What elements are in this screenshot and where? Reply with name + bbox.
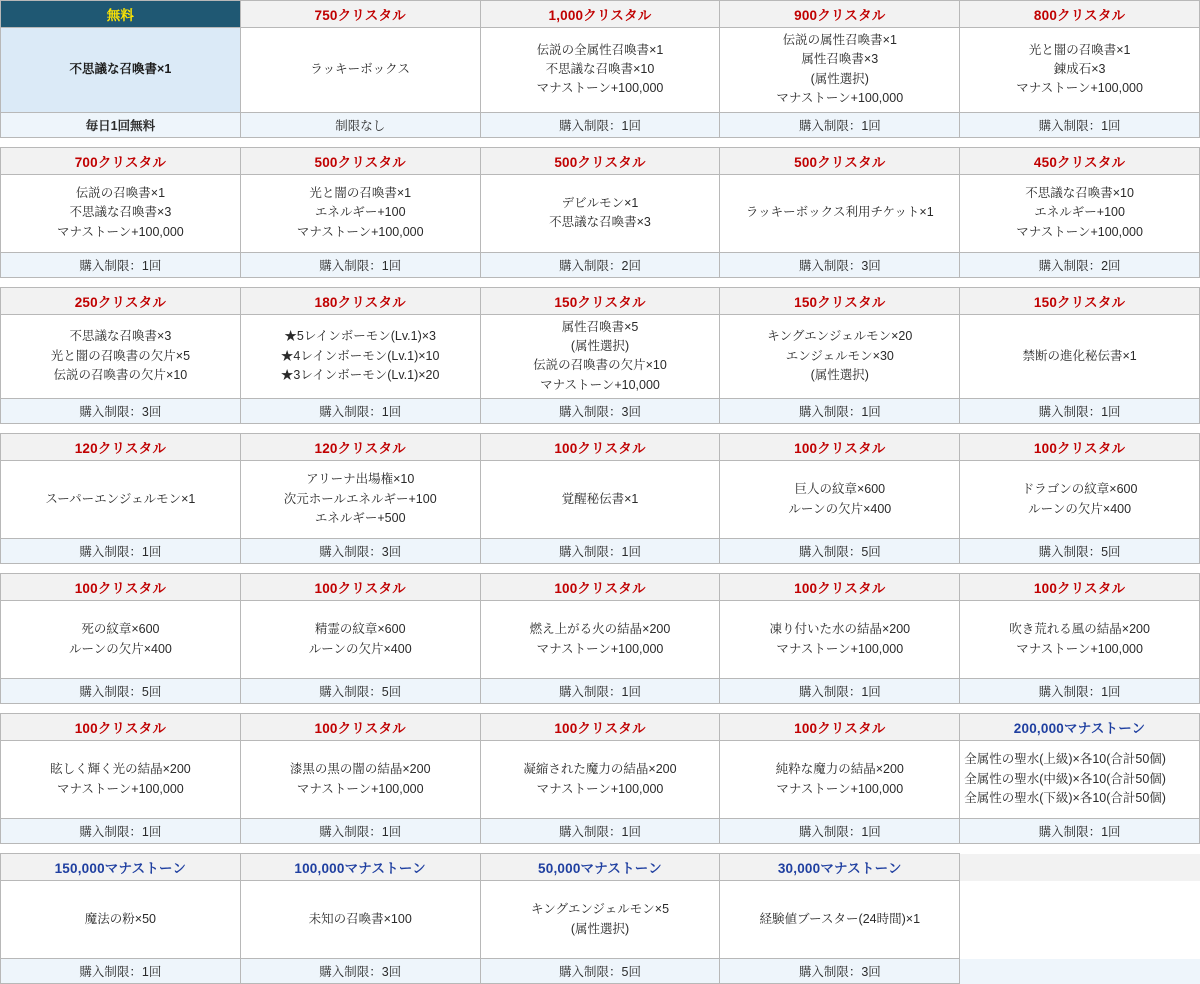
offer-lines bbox=[485, 620, 716, 659]
purchase-limit-label: 購入制限：5回 bbox=[480, 959, 720, 984]
offer-lines bbox=[245, 184, 476, 242]
empty-cell bbox=[960, 881, 1200, 959]
purchase-limit-label: 購入制限：1回 bbox=[1, 819, 241, 844]
offer-lines bbox=[724, 620, 955, 659]
offer-line: エンジェルモン×30 bbox=[785, 348, 894, 363]
offer-cell[interactable] bbox=[720, 741, 960, 819]
offer-line: 死の紋章×600 bbox=[81, 622, 160, 637]
offer-line: 伝説の召喚書の欠片×10 bbox=[533, 358, 667, 373]
purchase-limit-label: 購入制限：1回 bbox=[1, 539, 241, 564]
price-label[interactable]: 30,000マナストーン bbox=[720, 854, 960, 881]
offer-line: (属性選択) bbox=[570, 338, 630, 353]
offer-lines bbox=[485, 41, 716, 99]
offer-line: 伝説の全属性召喚書×1 bbox=[536, 42, 664, 57]
empty-cell bbox=[960, 959, 1200, 984]
price-label[interactable]: 450クリスタル bbox=[960, 147, 1200, 174]
offer-cell[interactable] bbox=[480, 461, 720, 539]
offer-cell[interactable] bbox=[240, 461, 480, 539]
purchase-limit-row bbox=[1, 112, 1200, 137]
offer-cell[interactable] bbox=[720, 174, 960, 252]
purchase-limit-label: 購入制限：2回 bbox=[480, 252, 720, 277]
offer-cell[interactable] bbox=[480, 314, 720, 399]
purchase-limit-label: 購入制限：3回 bbox=[720, 959, 960, 984]
offer-lines bbox=[485, 194, 716, 233]
offer-line: 錬成石×3 bbox=[1053, 62, 1106, 77]
offer-line: ルーンの欠片×400 bbox=[68, 641, 172, 656]
offer-lines bbox=[724, 760, 955, 799]
offer-line: マナストーン+10,000 bbox=[540, 377, 660, 392]
offer-cell[interactable] bbox=[240, 881, 480, 959]
offer-cell[interactable] bbox=[720, 28, 960, 113]
offer-line: エネルギー+500 bbox=[314, 511, 406, 526]
offer-line: 未知の召喚書×100 bbox=[308, 911, 412, 926]
purchase-limit-label: 購入制限：1回 bbox=[720, 679, 960, 704]
offer-lines bbox=[5, 910, 236, 929]
offer-line: マナストーン+100,000 bbox=[1016, 641, 1143, 656]
offer-lines bbox=[5, 327, 236, 385]
offer-cell[interactable] bbox=[720, 881, 960, 959]
offer-line: キングエンジェルモン×5 bbox=[530, 902, 670, 917]
purchase-limit-label: 購入制限：1回 bbox=[480, 819, 720, 844]
offer-line: マナストーン+100,000 bbox=[57, 224, 184, 239]
purchase-limit-label: 購入制限：1回 bbox=[960, 112, 1200, 137]
offer-cell[interactable] bbox=[240, 174, 480, 252]
purchase-limit-label: 購入制限：1回 bbox=[720, 112, 960, 137]
price-block bbox=[0, 433, 1200, 564]
price-label[interactable]: 100,000マナストーン bbox=[240, 854, 480, 881]
offer-lines bbox=[245, 327, 476, 385]
price-label[interactable]: 100クリスタル bbox=[960, 434, 1200, 461]
offer-cell[interactable] bbox=[480, 881, 720, 959]
offer-cell[interactable] bbox=[960, 314, 1200, 399]
purchase-limit-row bbox=[1, 679, 1200, 704]
offer-line: ルーンの欠片×400 bbox=[788, 501, 892, 516]
offer-lines bbox=[964, 750, 1195, 808]
price-label[interactable]: 700クリスタル bbox=[1, 147, 241, 174]
offer-cell[interactable] bbox=[960, 461, 1200, 539]
offer-lines bbox=[485, 490, 716, 509]
price-label[interactable]: 100クリスタル bbox=[240, 574, 480, 601]
offer-lines bbox=[5, 60, 236, 79]
purchase-limit-label: 制限なし bbox=[240, 112, 480, 137]
offer-line: 光と闇の召喚書×1 bbox=[1028, 42, 1131, 57]
price-block bbox=[0, 573, 1200, 704]
purchase-limit-label: 購入制限：1回 bbox=[240, 819, 480, 844]
purchase-limit-label: 購入制限：5回 bbox=[1, 679, 241, 704]
offer-table bbox=[0, 0, 1200, 138]
purchase-limit-label: 購入制限：1回 bbox=[960, 679, 1200, 704]
offer-line: ラッキーボックス bbox=[310, 62, 411, 77]
offer-lines bbox=[724, 910, 955, 929]
offer-line: マナストーン+100,000 bbox=[296, 224, 424, 239]
offer-line: ★4レインボーモン(Lv.1)×10 bbox=[280, 348, 440, 363]
offer-cell[interactable] bbox=[1, 601, 241, 679]
price-label[interactable]: 100クリスタル bbox=[240, 714, 480, 741]
offer-line: マナストーン+100,000 bbox=[57, 781, 184, 796]
price-label[interactable]: 100クリスタル bbox=[960, 574, 1200, 601]
offer-table bbox=[0, 147, 1200, 278]
offer-content-row bbox=[1, 601, 1200, 679]
offer-cell[interactable] bbox=[1, 174, 241, 252]
offer-cell[interactable] bbox=[1, 314, 241, 399]
offer-cell[interactable] bbox=[960, 741, 1200, 819]
offer-line: 凍り付いた水の結晶×200 bbox=[769, 622, 911, 637]
offer-line: ラッキーボックス利用チケット×1 bbox=[745, 205, 934, 220]
offer-cell[interactable] bbox=[240, 741, 480, 819]
price-label[interactable]: 180クリスタル bbox=[240, 287, 480, 314]
offer-line: 漆黒の黒の闇の結晶×200 bbox=[289, 762, 431, 777]
purchase-limit-label: 購入制限：3回 bbox=[240, 959, 480, 984]
purchase-limit-label: 購入制限：5回 bbox=[960, 539, 1200, 564]
price-label[interactable]: 50,000マナストーン bbox=[480, 854, 720, 881]
offer-cell[interactable] bbox=[1, 28, 241, 113]
offer-line: マナストーン+100,000 bbox=[536, 641, 664, 656]
offer-cell[interactable] bbox=[240, 28, 480, 113]
price-label[interactable]: 120クリスタル bbox=[240, 434, 480, 461]
offer-line: 眩しく輝く光の結晶×200 bbox=[50, 762, 191, 777]
price-label[interactable]: 250クリスタル bbox=[1, 287, 241, 314]
purchase-limit-label: 購入制限：2回 bbox=[960, 252, 1200, 277]
offer-line: マナストーン+100,000 bbox=[296, 781, 424, 796]
purchase-limit-label: 購入制限：1回 bbox=[960, 819, 1200, 844]
price-label[interactable]: 500クリスタル bbox=[720, 147, 960, 174]
offer-line: 不思議な召喚書×10 bbox=[545, 62, 655, 77]
offer-line: マナストーン+100,000 bbox=[776, 641, 904, 656]
price-label[interactable]: 500クリスタル bbox=[480, 147, 720, 174]
purchase-limit-label: 毎日1回無料 bbox=[1, 112, 241, 137]
price-block bbox=[0, 713, 1200, 844]
offer-cell[interactable] bbox=[240, 314, 480, 399]
offer-line: 伝説の属性召喚書×1 bbox=[782, 33, 897, 47]
offer-line: エネルギー+100 bbox=[314, 205, 406, 220]
purchase-limit-label: 購入制限：1回 bbox=[1, 959, 241, 984]
offer-cell[interactable] bbox=[480, 741, 720, 819]
offer-line: 光と闇の召喚書×1 bbox=[309, 185, 412, 200]
purchase-limit-label: 購入制限：1回 bbox=[960, 399, 1200, 424]
offer-line: マナストーン+100,000 bbox=[776, 91, 904, 106]
empty-cell bbox=[960, 854, 1200, 881]
offer-cell[interactable] bbox=[240, 601, 480, 679]
offer-lines bbox=[964, 347, 1195, 366]
purchase-limit-label: 購入制限：3回 bbox=[240, 539, 480, 564]
offer-line: アリーナ出場権×10 bbox=[306, 472, 415, 487]
purchase-limit-label: 購入制限：3回 bbox=[1, 399, 241, 424]
purchase-limit-row bbox=[1, 252, 1200, 277]
offer-line: ★3レインボーモン(Lv.1)×20 bbox=[280, 367, 440, 382]
price-label[interactable]: 100クリスタル bbox=[720, 574, 960, 601]
offer-lines bbox=[245, 470, 476, 528]
purchase-limit-row bbox=[1, 539, 1200, 564]
offer-line: ルーンの欠片×400 bbox=[1028, 501, 1132, 516]
price-label[interactable]: 無料 bbox=[1, 1, 241, 28]
offer-line: 伝説の召喚書×1 bbox=[75, 185, 166, 200]
price-label[interactable]: 100クリスタル bbox=[1, 574, 241, 601]
offer-cell[interactable] bbox=[720, 314, 960, 399]
offer-cell[interactable] bbox=[960, 601, 1200, 679]
price-label[interactable]: 150クリスタル bbox=[960, 287, 1200, 314]
offer-cell[interactable] bbox=[1, 461, 241, 539]
price-header-row bbox=[1, 854, 1200, 881]
offer-line: 不思議な召喚書×3 bbox=[549, 215, 651, 229]
offer-cell[interactable] bbox=[960, 174, 1200, 252]
price-block bbox=[0, 287, 1200, 425]
offer-lines bbox=[5, 184, 236, 242]
offer-line: 巨人の紋章×600 bbox=[794, 482, 886, 497]
offer-line: マナストーン+100,000 bbox=[776, 781, 904, 796]
offer-line: デビルモン×1 bbox=[561, 195, 639, 210]
offer-lines bbox=[5, 760, 236, 799]
offer-line: 属性召喚書×3 bbox=[801, 52, 879, 67]
offer-line: ドラゴンの紋章×600 bbox=[1021, 482, 1138, 497]
price-label[interactable]: 100クリスタル bbox=[480, 714, 720, 741]
purchase-limit-label: 購入制限：1回 bbox=[240, 399, 480, 424]
purchase-limit-label: 購入制限：5回 bbox=[240, 679, 480, 704]
offer-cell[interactable] bbox=[1, 741, 241, 819]
offer-line: マナストーン+100,000 bbox=[536, 81, 664, 96]
price-label[interactable]: 150,000マナストーン bbox=[1, 854, 241, 881]
offer-line: エネルギー+100 bbox=[1034, 205, 1125, 220]
purchase-limit-label: 購入制限：1回 bbox=[1, 252, 241, 277]
offer-line: 魔法の粉×50 bbox=[84, 911, 156, 926]
offer-line: 全属性の聖水(下級)×各10(合計50個) bbox=[964, 791, 1166, 806]
offer-line: 燃え上がる火の結晶×200 bbox=[529, 622, 671, 637]
offer-line: 経験値ブースター(24時間)×1 bbox=[759, 911, 921, 926]
price-header-row bbox=[1, 287, 1200, 314]
purchase-limit-label: 購入制限：1回 bbox=[480, 539, 720, 564]
price-header-row bbox=[1, 574, 1200, 601]
offer-cell[interactable] bbox=[480, 174, 720, 252]
purchase-limit-label: 購入制限：1回 bbox=[720, 819, 960, 844]
offer-content-row bbox=[1, 881, 1200, 959]
purchase-limit-label: 購入制限：5回 bbox=[720, 539, 960, 564]
purchase-limit-label: 購入制限：1回 bbox=[480, 679, 720, 704]
offer-line: 純粋な魔力の結晶×200 bbox=[775, 762, 904, 777]
offer-line: 属性召喚書×5 bbox=[561, 319, 639, 334]
purchase-limit-label: 購入制限：3回 bbox=[720, 252, 960, 277]
offer-lines bbox=[485, 900, 716, 939]
offer-content-row bbox=[1, 461, 1200, 539]
purchase-limit-row bbox=[1, 959, 1200, 984]
offer-line: 禁断の進化秘伝書×1 bbox=[1022, 348, 1137, 363]
price-label[interactable]: 800クリスタル bbox=[960, 1, 1200, 28]
offer-lines bbox=[245, 60, 476, 79]
offer-cell[interactable] bbox=[720, 461, 960, 539]
offer-line: (属性選択) bbox=[810, 71, 869, 86]
offer-lines bbox=[485, 760, 716, 799]
offer-content-row bbox=[1, 741, 1200, 819]
price-label[interactable]: 150クリスタル bbox=[480, 287, 720, 314]
offer-cell[interactable] bbox=[1, 881, 241, 959]
purchase-limit-label: 購入制限：3回 bbox=[480, 399, 720, 424]
offer-lines bbox=[5, 490, 236, 509]
offer-cell[interactable] bbox=[480, 601, 720, 679]
offer-line: 精霊の紋章×600 bbox=[314, 622, 406, 637]
offer-line: ルーンの欠片×400 bbox=[308, 641, 412, 656]
offer-line: マナストーン+100,000 bbox=[1016, 224, 1143, 239]
price-header-row bbox=[1, 1, 1200, 28]
offer-content-row bbox=[1, 174, 1200, 252]
price-label[interactable]: 150クリスタル bbox=[720, 287, 960, 314]
offer-line: 全属性の聖水(中級)×各10(合計50個) bbox=[964, 771, 1166, 786]
price-label[interactable]: 200,000マナストーン bbox=[960, 714, 1200, 741]
offer-lines bbox=[964, 41, 1195, 99]
offer-lines bbox=[245, 760, 476, 799]
price-label[interactable]: 100クリスタル bbox=[480, 574, 720, 601]
offer-line: 光と闇の召喚書の欠片×5 bbox=[50, 348, 191, 363]
offer-table bbox=[0, 573, 1200, 704]
offer-lines bbox=[724, 327, 955, 385]
offer-line: 不思議な召喚書×3 bbox=[69, 329, 172, 344]
price-header-row bbox=[1, 434, 1200, 461]
purchase-limit-row bbox=[1, 399, 1200, 424]
offer-lines bbox=[964, 480, 1195, 519]
price-label[interactable]: 100クリスタル bbox=[720, 434, 960, 461]
offer-lines bbox=[5, 620, 236, 659]
price-block bbox=[0, 853, 1200, 984]
price-label[interactable]: 100クリスタル bbox=[480, 434, 720, 461]
offer-lines bbox=[724, 203, 955, 222]
offer-line: マナストーン+100,000 bbox=[536, 781, 664, 796]
price-label[interactable]: 500クリスタル bbox=[240, 147, 480, 174]
price-label[interactable]: 900クリスタル bbox=[720, 1, 960, 28]
offer-lines bbox=[724, 480, 955, 519]
offer-line: 伝説の召喚書の欠片×10 bbox=[53, 367, 188, 382]
purchase-limit-label: 購入制限：1回 bbox=[240, 252, 480, 277]
offer-line: (属性選択) bbox=[570, 921, 630, 936]
price-label[interactable]: 100クリスタル bbox=[1, 714, 241, 741]
offer-line: 不思議な召喚書×10 bbox=[1025, 185, 1134, 200]
offer-lines bbox=[485, 318, 716, 396]
offer-lines bbox=[964, 620, 1195, 659]
offer-line: 吹き荒れる風の結晶×200 bbox=[1009, 622, 1150, 637]
price-label[interactable]: 100クリスタル bbox=[720, 714, 960, 741]
price-label[interactable]: 120クリスタル bbox=[1, 434, 241, 461]
price-header-row bbox=[1, 147, 1200, 174]
purchase-limit-label: 購入制限：1回 bbox=[480, 112, 720, 137]
offer-lines bbox=[245, 910, 476, 929]
offer-lines bbox=[245, 620, 476, 659]
offer-table bbox=[0, 853, 1200, 984]
offer-line: スーパーエンジェルモン×1 bbox=[45, 491, 196, 506]
offer-line: 不思議な召喚書×3 bbox=[69, 205, 172, 220]
offer-content-row bbox=[1, 28, 1200, 113]
offer-line: 凝縮された魔力の結晶×200 bbox=[523, 762, 677, 777]
offer-line: マナストーン+100,000 bbox=[1016, 81, 1143, 96]
offer-cell[interactable] bbox=[960, 28, 1200, 113]
offer-cell[interactable] bbox=[480, 28, 720, 113]
offer-line: ★5レインボーモン(Lv.1)×3 bbox=[284, 329, 436, 344]
price-label[interactable]: 1,000クリスタル bbox=[480, 1, 720, 28]
offer-line: (属性選択) bbox=[810, 367, 869, 382]
offer-line: 次元ホールエネルギー+100 bbox=[283, 491, 437, 506]
price-label[interactable]: 750クリスタル bbox=[240, 1, 480, 28]
offer-line: 不思議な召喚書×1 bbox=[69, 62, 172, 77]
offer-lines bbox=[964, 184, 1195, 242]
offer-table bbox=[0, 713, 1200, 844]
offer-line: キングエンジェルモン×20 bbox=[767, 329, 913, 344]
offer-lines bbox=[724, 31, 955, 109]
price-block bbox=[0, 147, 1200, 278]
purchase-limit-label: 購入制限：1回 bbox=[720, 399, 960, 424]
offer-cell[interactable] bbox=[720, 601, 960, 679]
offer-content-row bbox=[1, 314, 1200, 399]
price-header-row bbox=[1, 714, 1200, 741]
offer-line: 全属性の聖水(上級)×各10(合計50個) bbox=[964, 752, 1166, 767]
price-block bbox=[0, 0, 1200, 138]
offer-line: 覚醒秘伝書×1 bbox=[561, 491, 639, 506]
offer-table bbox=[0, 433, 1200, 564]
purchase-limit-row bbox=[1, 819, 1200, 844]
offer-table bbox=[0, 287, 1200, 425]
